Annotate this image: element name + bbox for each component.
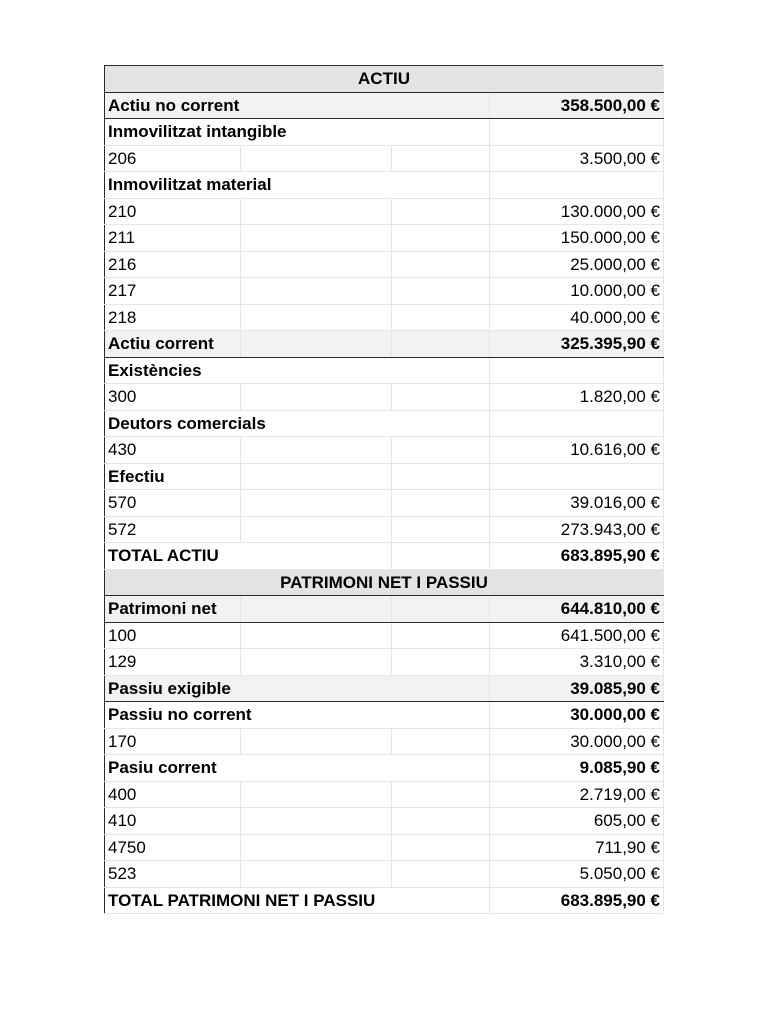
row-value: 10.000,00 € bbox=[490, 278, 664, 305]
total-row bbox=[105, 887, 664, 914]
row-value: 5.050,00 € bbox=[490, 861, 664, 888]
account-row bbox=[105, 516, 664, 543]
row-label: 400 bbox=[105, 781, 241, 808]
row-value: 40.000,00 € bbox=[490, 304, 664, 331]
row-value: 9.085,90 € bbox=[490, 755, 664, 782]
subtotal-row bbox=[105, 702, 664, 729]
account-row bbox=[105, 649, 664, 676]
account-row bbox=[105, 437, 664, 464]
account-row bbox=[105, 861, 664, 888]
row-label: 217 bbox=[105, 278, 241, 305]
row-label: Inmovilitzat material bbox=[105, 172, 490, 199]
row-label: 211 bbox=[105, 225, 241, 252]
section-title: PATRIMONI NET I PASSIU bbox=[105, 569, 664, 596]
row-label: 170 bbox=[105, 728, 241, 755]
row-value: 358.500,00 € bbox=[490, 92, 664, 119]
row-label: 129 bbox=[105, 649, 241, 676]
row-label: 218 bbox=[105, 304, 241, 331]
row-label: 523 bbox=[105, 861, 241, 888]
section-title: ACTIU bbox=[105, 66, 664, 93]
account-row bbox=[105, 728, 664, 755]
row-label: Efectiu bbox=[105, 463, 241, 490]
row-label: 430 bbox=[105, 437, 241, 464]
total-row bbox=[105, 543, 664, 570]
row-label: Patrimoni net bbox=[105, 596, 241, 623]
account-row bbox=[105, 251, 664, 278]
account-row bbox=[105, 278, 664, 305]
row-label: 216 bbox=[105, 251, 241, 278]
row-label: Pasiu corrent bbox=[105, 755, 490, 782]
account-row bbox=[105, 145, 664, 172]
group-row bbox=[105, 172, 664, 199]
row-value bbox=[490, 410, 664, 437]
row-value: 30.000,00 € bbox=[490, 702, 664, 729]
row-label: 206 bbox=[105, 145, 241, 172]
row-label: 210 bbox=[105, 198, 241, 225]
row-value: 39.016,00 € bbox=[490, 490, 664, 517]
row-label: Actiu no corrent bbox=[105, 92, 490, 119]
row-value: 683.895,90 € bbox=[490, 543, 664, 570]
account-row bbox=[105, 808, 664, 835]
row-value: 25.000,00 € bbox=[490, 251, 664, 278]
row-label: Existències bbox=[105, 357, 490, 384]
row-value bbox=[490, 119, 664, 146]
row-label: Inmovilitzat intangible bbox=[105, 119, 490, 146]
row-value: 605,00 € bbox=[490, 808, 664, 835]
row-label: 4750 bbox=[105, 834, 241, 861]
row-value: 683.895,90 € bbox=[490, 887, 664, 914]
subtotal-row bbox=[105, 675, 664, 702]
subtotal-row bbox=[105, 92, 664, 119]
row-label: 572 bbox=[105, 516, 241, 543]
row-value bbox=[490, 357, 664, 384]
balance-sheet-table bbox=[104, 65, 664, 914]
account-row bbox=[105, 384, 664, 411]
row-value: 325.395,90 € bbox=[490, 331, 664, 358]
row-value: 10.616,00 € bbox=[490, 437, 664, 464]
row-label: 300 bbox=[105, 384, 241, 411]
row-label: Actiu corrent bbox=[105, 331, 241, 358]
section-header-passiu bbox=[105, 569, 664, 596]
row-value: 273.943,00 € bbox=[490, 516, 664, 543]
row-label: 100 bbox=[105, 622, 241, 649]
row-value: 2.719,00 € bbox=[490, 781, 664, 808]
group-row bbox=[105, 463, 664, 490]
account-row bbox=[105, 198, 664, 225]
group-row bbox=[105, 357, 664, 384]
row-value bbox=[490, 463, 664, 490]
section-header-actiu bbox=[105, 66, 664, 93]
row-value: 711,90 € bbox=[490, 834, 664, 861]
row-label: 410 bbox=[105, 808, 241, 835]
subtotal-row bbox=[105, 755, 664, 782]
row-label: TOTAL PATRIMONI NET I PASSIU bbox=[105, 887, 490, 914]
row-value bbox=[490, 172, 664, 199]
account-row bbox=[105, 622, 664, 649]
account-row bbox=[105, 304, 664, 331]
account-row bbox=[105, 490, 664, 517]
row-value: 641.500,00 € bbox=[490, 622, 664, 649]
row-label: 570 bbox=[105, 490, 241, 517]
account-row bbox=[105, 225, 664, 252]
row-value: 3.310,00 € bbox=[490, 649, 664, 676]
row-value: 39.085,90 € bbox=[490, 675, 664, 702]
row-value: 3.500,00 € bbox=[490, 145, 664, 172]
row-label: Deutors comercials bbox=[105, 410, 490, 437]
row-label: Passiu exigible bbox=[105, 675, 490, 702]
row-value: 130.000,00 € bbox=[490, 198, 664, 225]
group-row bbox=[105, 119, 664, 146]
subtotal-row bbox=[105, 331, 664, 358]
row-value: 30.000,00 € bbox=[490, 728, 664, 755]
row-label: Passiu no corrent bbox=[105, 702, 490, 729]
group-row bbox=[105, 410, 664, 437]
account-row bbox=[105, 781, 664, 808]
subtotal-row bbox=[105, 596, 664, 623]
account-row bbox=[105, 834, 664, 861]
row-value: 1.820,00 € bbox=[490, 384, 664, 411]
row-label: TOTAL ACTIU bbox=[105, 543, 392, 570]
row-value: 644.810,00 € bbox=[490, 596, 664, 623]
row-value: 150.000,00 € bbox=[490, 225, 664, 252]
